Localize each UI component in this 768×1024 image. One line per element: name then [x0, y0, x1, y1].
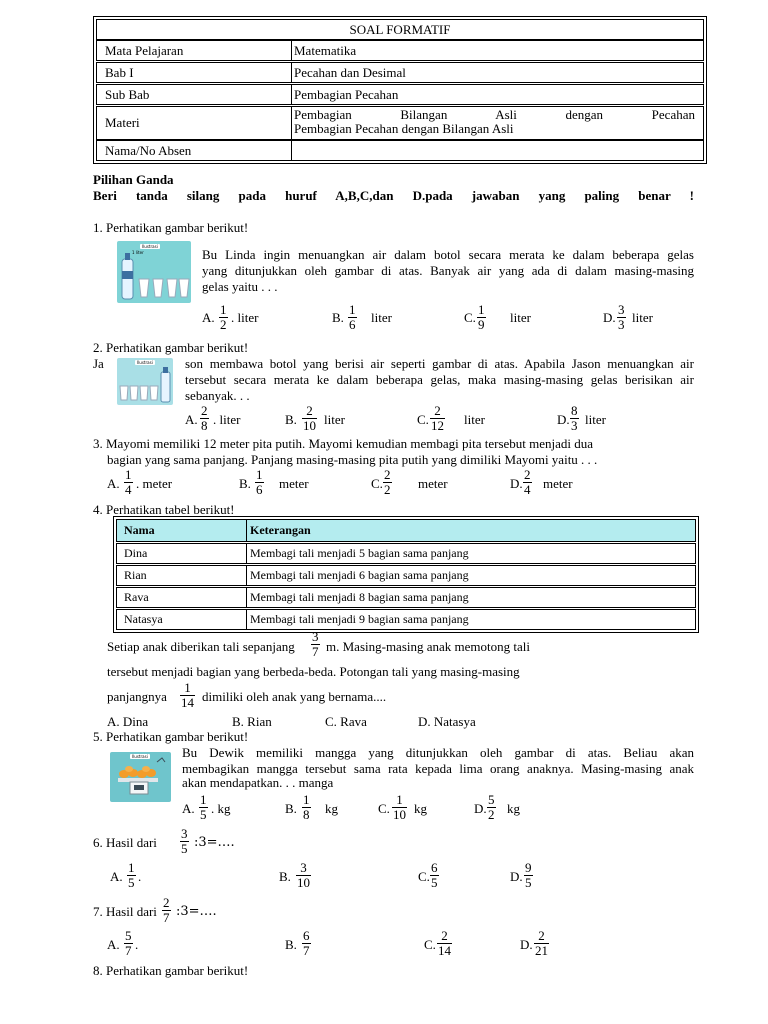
q7-lead: 7. Hasil dari	[93, 904, 157, 919]
q1-option-b-unit: liter	[371, 310, 392, 325]
q7-c-num: 2	[441, 928, 448, 943]
q7-option-b-fraction	[302, 929, 311, 958]
q5-a-den: 5	[200, 807, 207, 822]
header-row-subchapter	[96, 84, 704, 105]
q6-fraction	[180, 827, 189, 856]
q6-d-den: 5	[525, 875, 532, 890]
q5-b-num: 1	[303, 792, 310, 807]
q7-tail: :3=….	[176, 904, 217, 919]
q6-b-den: 10	[297, 875, 310, 890]
value-subchapter: Pembagian Pecahan	[294, 86, 399, 102]
q8-stem: 8. Perhatikan gambar berikut!	[93, 963, 249, 978]
q1-image-tag: Ilustrasi	[142, 244, 158, 249]
q2-option-d-fraction	[570, 404, 579, 433]
q6-b-num: 3	[300, 860, 307, 875]
q5-line-3: akan mendapatkan. . . manga	[182, 775, 334, 790]
q7-c-den: 14	[438, 943, 451, 958]
column-header-name: Nama	[117, 520, 247, 541]
column-header-description: Keterangan	[250, 523, 311, 537]
q7-a-den: 7	[125, 943, 132, 958]
q6-den: 5	[181, 841, 188, 856]
q5-option-d-letter: D.	[474, 801, 487, 816]
q7-option-d-letter: D.	[520, 937, 533, 952]
table-row	[116, 587, 696, 608]
q1-line-1: Bu Linda ingin menuangkan air dalam botol secara merata ke dalam beberapa gelas	[202, 247, 694, 262]
q6-option-b-letter: B.	[279, 869, 291, 884]
q2-line-2: tersebut secara merata ke dalam beberapa gelas, maka masing-masing gelas berisikan air	[185, 372, 694, 387]
q5-line-2: membagikan mangga tersebut sama rata kepada lima orang anaknya. Masing-masing anak	[182, 761, 694, 776]
q7-option-a-letter: A.	[107, 937, 120, 952]
q6-c-den: 5	[431, 875, 438, 890]
q2-option-a-fraction	[200, 404, 209, 433]
q4-line-3a: panjangnya	[107, 689, 167, 704]
q5-c-den: 10	[393, 807, 406, 822]
q5-image-tag: Ilustrasi	[132, 754, 148, 759]
table-row	[116, 543, 696, 564]
q3-option-a-letter: A.	[107, 476, 120, 491]
q5-d-den: 2	[488, 807, 495, 822]
q5-b-den: 8	[303, 807, 310, 822]
q6-option-a-fraction	[127, 861, 136, 890]
q2-option-a-letter: A.	[185, 412, 198, 427]
mango-scale-icon	[110, 752, 171, 802]
q3-option-b-fraction	[255, 468, 264, 497]
q4-stem: 4. Perhatikan tabel berikut!	[93, 502, 235, 517]
q4-option-b[interactable]: B. Rian	[232, 714, 272, 729]
q1-option-d-letter: D.	[603, 310, 616, 325]
q2-d-den: 3	[571, 418, 578, 433]
q7-option-b-letter: B.	[285, 937, 297, 952]
section-instruction: Beri tanda silang pada huruf A,B,C,dan D.pada jawaban yang paling benar !	[93, 188, 694, 203]
table-cell-description: Membagi tali menjadi 5 bagian sama panjang	[250, 546, 469, 560]
q5-option-a-unit: . kg	[211, 801, 231, 816]
q2-image-tag: Ilustrasi	[137, 360, 153, 365]
q4-table	[113, 516, 699, 633]
q7-option-a-unit: .	[135, 937, 139, 952]
q7-b-den: 7	[303, 943, 310, 958]
table-header-row	[116, 519, 696, 542]
q6-lead: 6. Hasil dari	[93, 835, 157, 850]
label-name: Nama/No Absen	[97, 141, 292, 160]
table-cell-description: Membagi tali menjadi 9 bagian sama panjang	[250, 612, 469, 626]
q5-option-b-fraction	[302, 793, 311, 822]
q4-f2-num: 1	[184, 680, 191, 695]
q6-option-c-fraction	[430, 861, 439, 890]
section-title: Pilihan Ganda	[93, 172, 174, 187]
q5-option-d-fraction	[487, 793, 496, 822]
q7-option-c-fraction	[437, 929, 452, 958]
q6-option-d-fraction	[524, 861, 533, 890]
material-line-1: Pembagian Bilangan Asli dengan Pecahan	[294, 107, 695, 122]
q4-option-d[interactable]: D. Natasya	[418, 714, 476, 729]
bottle-glasses-icon	[117, 358, 173, 405]
q5-option-c-fraction	[392, 793, 407, 822]
q1-option-a-unit: . liter	[231, 310, 259, 325]
q3-option-a-unit: . meter	[136, 476, 173, 491]
header-row-name	[96, 140, 704, 161]
q5-line-1: Bu Dewik memiliki mangga yang ditunjukkan oleh gambar di atas. Beliau akan	[182, 745, 694, 760]
q6-a-den: 5	[128, 875, 135, 890]
q6-option-a-unit: .	[138, 869, 142, 884]
q5-option-b-letter: B.	[285, 801, 297, 816]
name-input-field[interactable]	[286, 141, 703, 160]
q1-c-num: 1	[478, 302, 485, 317]
q1-d-den: 3	[618, 317, 625, 332]
q6-option-d-letter: D.	[510, 869, 523, 884]
q3-option-d-fraction	[523, 468, 532, 497]
q7-a-num: 5	[125, 928, 132, 943]
header-row-chapter	[96, 62, 704, 83]
bottle-glasses-icon	[117, 241, 191, 303]
q2-c-den: 12	[431, 418, 444, 433]
q1-a-num: 1	[220, 302, 227, 317]
q2-line-3: sebanyak. . .	[185, 388, 250, 403]
q3-c-den: 2	[384, 482, 391, 497]
q3-option-b-unit: meter	[279, 476, 309, 491]
table-cell-name: Rava	[117, 588, 247, 607]
table-row	[116, 609, 696, 630]
q1-b-num: 1	[349, 302, 356, 317]
q4-option-c[interactable]: C. Rava	[325, 714, 367, 729]
q3-line-2: bagian yang sama panjang. Panjang masing-masing pita putih yang dimiliki Mayomi yaitu . . .	[107, 452, 598, 467]
q2-illustration	[117, 358, 173, 405]
header-row-material	[96, 106, 704, 140]
q5-option-a-fraction	[199, 793, 208, 822]
q1-stem: 1. Perhatikan gambar berikut!	[93, 220, 249, 235]
q2-line-1: son membawa botol yang berisi air seperti gambar di atas. Apabila Jason menuangkan air	[185, 356, 694, 371]
q6-num: 3	[181, 826, 188, 841]
header-row-subject	[96, 40, 704, 61]
q5-stem: 5. Perhatikan gambar berikut!	[93, 729, 249, 744]
q2-stem: 2. Perhatikan gambar berikut!	[93, 340, 249, 355]
q5-option-c-letter: C.	[378, 801, 390, 816]
material-line-2: Pembagian Pecahan dengan Bilangan Asli	[294, 121, 514, 136]
q2-option-a-unit: . liter	[213, 412, 241, 427]
q3-a-num: 1	[125, 467, 132, 482]
q7-num: 2	[163, 895, 170, 910]
q6-d-num: 9	[525, 860, 532, 875]
q3-option-c-letter: C.	[371, 476, 383, 491]
q5-option-b-unit: kg	[325, 801, 338, 816]
label-subchapter: Sub Bab	[97, 85, 292, 104]
q7-den: 7	[163, 910, 170, 925]
q4-line-3b: dimiliki oleh anak yang bernama....	[202, 689, 387, 704]
header-table	[93, 16, 707, 164]
q2-lead: Ja	[93, 356, 104, 371]
table-cell-name: Natasya	[117, 610, 247, 629]
q6-a-num: 1	[128, 860, 135, 875]
q4-fraction-2	[180, 681, 195, 710]
table-row	[116, 565, 696, 586]
q2-c-num: 2	[434, 403, 441, 418]
q2-a-num: 2	[201, 403, 208, 418]
q5-c-num: 1	[396, 792, 403, 807]
q1-c-den: 9	[478, 317, 485, 332]
q7-option-c-letter: C.	[424, 937, 436, 952]
q1-a-den: 2	[220, 317, 227, 332]
q7-fraction	[162, 896, 171, 925]
table-cell-description: Membagi tali menjadi 6 bagian sama panjang	[250, 568, 469, 582]
q4-line-1b: m. Masing-masing anak memotong tali	[326, 639, 530, 654]
q5-option-d-unit: kg	[507, 801, 520, 816]
q3-option-c-fraction	[383, 468, 392, 497]
q2-d-num: 8	[571, 403, 578, 418]
q1-option-d-unit: liter	[632, 310, 653, 325]
q4-f1-den: 7	[312, 644, 319, 659]
q4-fraction-1	[311, 630, 320, 659]
q4-option-a[interactable]: A. Dina	[107, 714, 149, 729]
q6-option-a-letter: A.	[110, 869, 123, 884]
q1-option-d-fraction	[617, 303, 626, 332]
q2-option-c-letter: C.	[417, 412, 429, 427]
header-title-row	[96, 19, 704, 40]
q6-option-b-fraction	[296, 861, 311, 890]
q4-line-1a: Setiap anak diberikan tali sepanjang	[107, 639, 295, 654]
q6-tail: :3=….	[194, 835, 235, 850]
value-material	[286, 107, 703, 139]
q5-a-num: 1	[200, 792, 207, 807]
value-chapter: Pecahan dan Desimal	[294, 64, 406, 80]
q3-option-a-fraction	[124, 468, 133, 497]
q1-line-3: gelas yaitu . . .	[202, 279, 278, 294]
q5-illustration	[110, 752, 171, 802]
q1-option-c-unit: liter	[510, 310, 531, 325]
q1-option-b-fraction	[348, 303, 357, 332]
q6-c-num: 6	[431, 860, 438, 875]
label-material: Materi	[97, 107, 292, 139]
q2-option-c-fraction	[430, 404, 445, 433]
value-subject: Matematika	[294, 42, 357, 58]
q2-b-num: 2	[306, 403, 313, 418]
q4-f1-num: 3	[312, 629, 319, 644]
q6-option-c-letter: C.	[418, 869, 430, 884]
q2-option-b-letter: B.	[285, 412, 297, 427]
q3-option-d-letter: D.	[510, 476, 523, 491]
q2-option-c-unit: liter	[464, 412, 485, 427]
q2-option-b-fraction	[302, 404, 317, 433]
q3-b-den: 6	[256, 482, 263, 497]
label-chapter: Bab I	[97, 63, 292, 82]
q2-a-den: 8	[201, 418, 208, 433]
q1-option-a-letter: A.	[202, 310, 215, 325]
q1-line-2: yang ditunjukkan oleh gambar di atas. Banyak air yang ada di dalam masing-masing	[202, 263, 694, 278]
q5-d-num: 5	[488, 792, 495, 807]
q7-option-a-fraction	[124, 929, 133, 958]
q2-option-b-unit: liter	[324, 412, 345, 427]
q7-d-den: 21	[535, 943, 548, 958]
q1-b-den: 6	[349, 317, 356, 332]
q1-d-num: 3	[618, 302, 625, 317]
q1-bottle-label: 1 liter	[132, 250, 144, 255]
q3-option-d-unit: meter	[543, 476, 573, 491]
header-title: SOAL FORMATIF	[349, 21, 451, 37]
q1-option-c-fraction	[477, 303, 486, 332]
q3-d-num: 2	[524, 467, 531, 482]
q3-d-den: 4	[524, 482, 531, 497]
q1-illustration	[117, 241, 191, 303]
q3-option-b-letter: B.	[239, 476, 251, 491]
q3-option-c-unit: meter	[418, 476, 448, 491]
q3-b-num: 1	[256, 467, 263, 482]
table-cell-name: Dina	[117, 544, 247, 563]
q2-b-den: 10	[303, 418, 316, 433]
q7-option-d-fraction	[534, 929, 549, 958]
q3-c-num: 2	[384, 467, 391, 482]
q7-b-num: 6	[303, 928, 310, 943]
q4-line-2: tersebut menjadi bagian yang berbeda-beda. Potongan tali yang masing-masing	[107, 664, 520, 679]
q2-option-d-unit: liter	[585, 412, 606, 427]
q5-option-c-unit: kg	[414, 801, 427, 816]
table-cell-description: Membagi tali menjadi 8 bagian sama panjang	[250, 590, 469, 604]
q2-option-d-letter: D.	[557, 412, 570, 427]
q1-option-c-letter: C.	[464, 310, 476, 325]
label-subject: Mata Pelajaran	[97, 41, 292, 60]
q1-option-b-letter: B.	[332, 310, 344, 325]
q7-d-num: 2	[538, 928, 545, 943]
table-cell-name: Rian	[117, 566, 247, 585]
q4-f2-den: 14	[181, 695, 194, 710]
q5-option-a-letter: A.	[182, 801, 195, 816]
q1-option-a-fraction	[219, 303, 228, 332]
q3-line-1: 3. Mayomi memiliki 12 meter pita putih. Mayomi kemudian membagi pita tersebut menjadi dua	[93, 436, 594, 451]
q3-a-den: 4	[125, 482, 132, 497]
